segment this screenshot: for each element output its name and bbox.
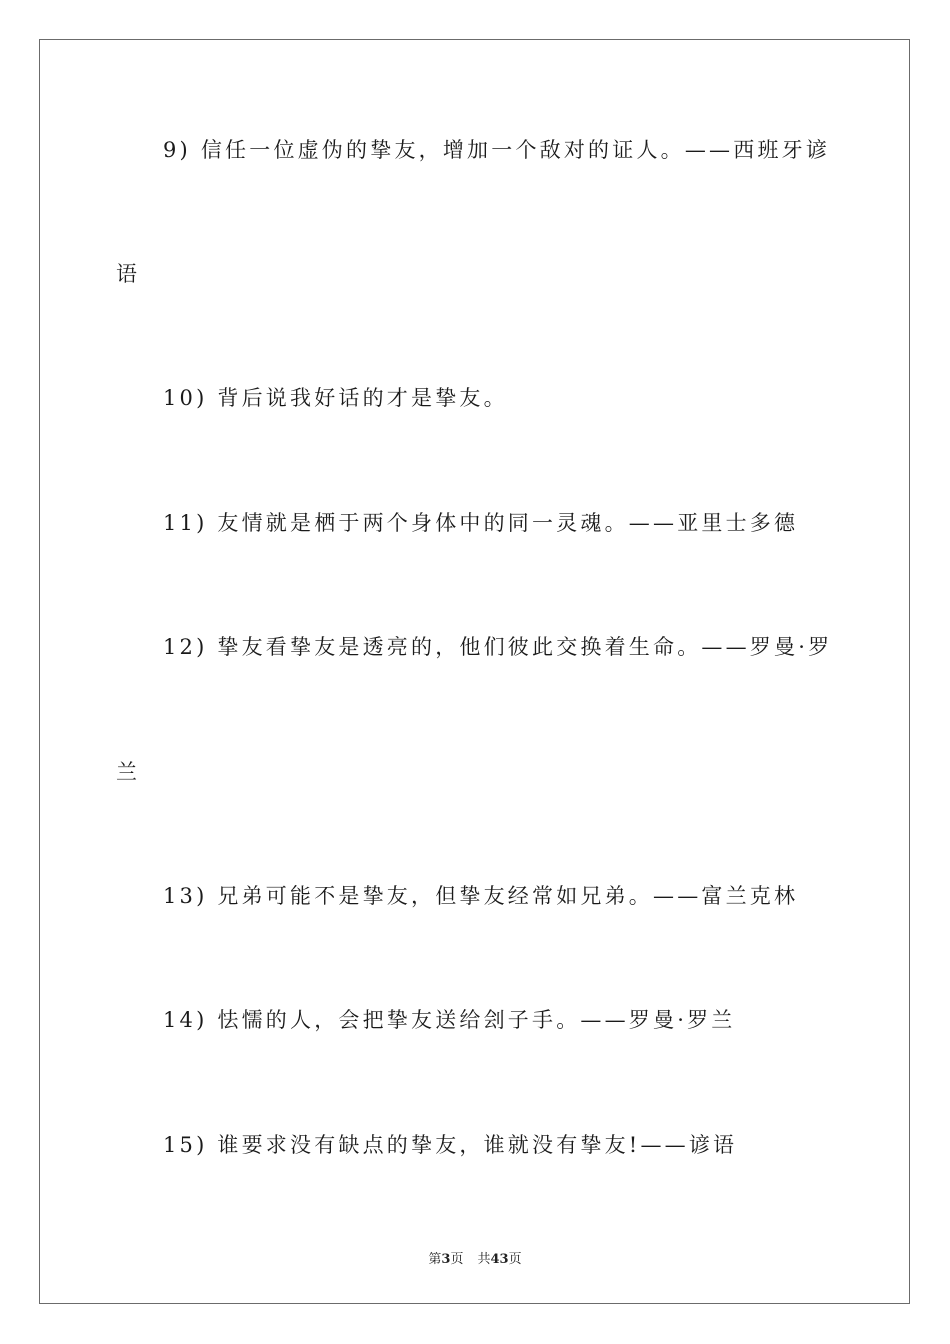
list-item-12-continuation: 兰	[116, 760, 141, 784]
item-text: 兄弟可能不是挚友，但挚友经常如兄弟。——富兰克林	[217, 884, 799, 908]
list-item-14	[163, 1008, 735, 1032]
item-number: 12)	[163, 635, 208, 659]
list-item-9-continuation: 语	[116, 262, 141, 286]
item-number: 11)	[163, 511, 208, 535]
item-text: 怯懦的人，会把挚友送给刽子手。——罗曼·罗兰	[217, 1008, 736, 1032]
item-text: 挚友看挚友是透亮的，他们彼此交换着生命。——罗曼·罗	[217, 635, 833, 659]
list-item-13	[163, 884, 798, 908]
total-pages: 43	[490, 1252, 509, 1267]
list-item-11	[163, 511, 798, 535]
item-number: 13)	[163, 884, 208, 908]
page-number: 3	[441, 1252, 451, 1267]
item-text: 信任一位虚伪的挚友，增加一个敌对的证人。——西班牙谚	[200, 138, 831, 162]
page-footer	[0, 1248, 950, 1267]
total-suffix: 页	[508, 1252, 522, 1267]
list-item-10	[163, 386, 508, 410]
item-number: 15)	[163, 1133, 208, 1157]
item-number: 14)	[163, 1008, 208, 1032]
list-item-12	[163, 635, 832, 659]
page-prefix: 第	[428, 1252, 442, 1267]
item-text: 友情就是栖于两个身体中的同一灵魂。——亚里士多德	[217, 511, 799, 535]
total-prefix: 共	[477, 1252, 491, 1267]
page-frame	[39, 39, 910, 1304]
item-text: 背后说我好话的才是挚友。	[217, 386, 508, 410]
page-suffix: 页	[450, 1252, 464, 1267]
list-item-15	[163, 1133, 737, 1157]
item-number: 9)	[163, 138, 191, 162]
item-number: 10)	[163, 386, 208, 410]
item-text: 谁要求没有缺点的挚友，谁就没有挚友!——谚语	[217, 1133, 738, 1157]
list-item-9	[163, 138, 830, 162]
